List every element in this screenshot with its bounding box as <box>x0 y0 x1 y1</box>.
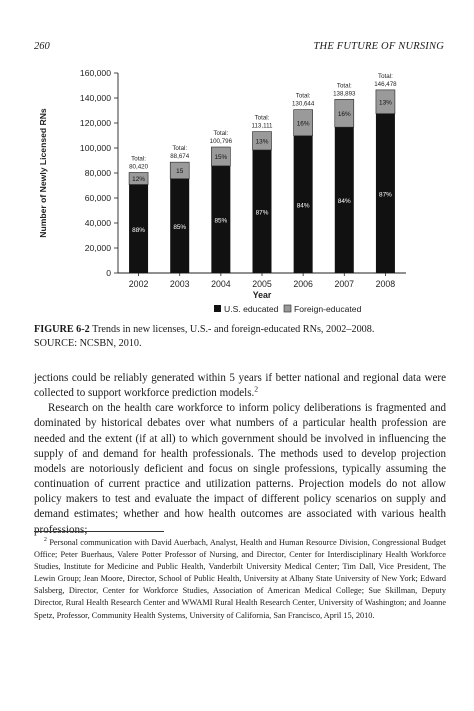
us-percent-label: 85% <box>173 223 187 231</box>
legend-swatch-us-educated <box>214 305 221 312</box>
total-value-label: 138,893 <box>333 90 356 98</box>
us-percent-label: 84% <box>337 198 351 206</box>
y-tick-label: 100,000 <box>79 143 111 153</box>
total-value-label: 113,111 <box>251 122 273 130</box>
legend-label-us-educated: U.S. educated <box>224 304 279 314</box>
foreign-percent-label: 13% <box>379 99 392 107</box>
y-tick-label: 20,000 <box>84 243 111 253</box>
us-percent-label: 87% <box>379 191 392 199</box>
paragraph-2: Research on the health care workforce to inform policy deliberations is fragmented and dominated by historical debates over what numbers of a particular health profession are needed and the extent (if at all) to which government should be involved in influencing the supply of and demand for health professionals. The methods used to develop projection models are notoriously deficient and focus on single professions, typically assuming the continuation of current practice and utilization patterns. Projection models do not allow policy makers to test and evaluate the impact of different policy scenarios on supply and demand estimates; whether and how health outcomes are associated with various health professions; <box>34 402 446 536</box>
page-header <box>34 41 444 55</box>
paragraph-1-text: jections could be reliably generated within 5 years if better national and regional data were collected to support workforce prediction models. <box>34 372 446 400</box>
foreign-percent-label: 16% <box>337 110 351 118</box>
x-tick-label: 2003 <box>169 279 190 289</box>
x-tick-label: 2004 <box>211 279 231 289</box>
total-value-label: 80,420 <box>129 163 149 171</box>
total-value-label: 130,644 <box>291 100 315 108</box>
footnote-rule <box>34 531 164 532</box>
total-prefix-label: Total: <box>172 145 188 153</box>
us-percent-label: 85% <box>214 217 228 225</box>
y-tick-label: 40,000 <box>84 218 111 228</box>
x-tick-label: 2008 <box>375 279 396 289</box>
y-tick-label: 120,000 <box>79 118 111 128</box>
total-prefix-label: Total: <box>131 155 146 163</box>
total-prefix-label: Total: <box>213 130 229 138</box>
figure-label: FIGURE 6-2 <box>34 324 90 335</box>
y-tick-label: 140,000 <box>79 93 111 103</box>
foreign-percent-label: 15 <box>176 167 184 175</box>
x-tick-label: 2007 <box>334 279 355 289</box>
figure-caption-text: Trends in new licenses, U.S.- and foreign-educated RNs, 2002–2008. <box>92 324 375 335</box>
footnote <box>34 537 446 622</box>
us-percent-label: 84% <box>296 202 310 210</box>
figure-caption <box>34 323 446 351</box>
total-value-label: 146,478 <box>374 80 397 88</box>
paragraph-1 <box>34 371 446 401</box>
footnote-number: 2 <box>44 537 47 544</box>
x-tick-label: 2006 <box>293 279 313 289</box>
footnote-text: Personal communication with David Auerbach, Analyst, Health and Human Resource Division, Congressional Budget Office; Peter Buerhaus, Valere Potter Professor of Nursing, and Director, Center for Interdisciplinary Health Workforce Studies, Institute for Medicine and Public Health, Vanderbilt University Medical Center; Tim Dall, Vice President, The Lewin Group; Jean Moore, Director, School of Public Health, University at Albany State University of New York; Edward Salsberg, Director, Center for Workforce Studies, Association of American Medical College; Sue Skillman, Deputy Director, Rural Health Research Center and WWAMI Rural Health Research Center, University of Washington; and Joanne Spetz, Professor, Community Health Systems, University of California, San Francisco, April 15, 2010. <box>34 538 446 620</box>
stacked-bar-chart <box>34 62 444 324</box>
running-title: THE FUTURE OF NURSING <box>313 41 444 52</box>
total-prefix-label: Total: <box>336 82 352 90</box>
total-prefix-label: Total: <box>254 114 270 122</box>
foreign-percent-label: 16% <box>296 120 310 128</box>
body-text <box>34 371 446 538</box>
y-tick-label: 0 <box>106 268 111 278</box>
foreign-percent-label: 13% <box>255 138 269 146</box>
total-prefix-label: Total: <box>378 72 393 80</box>
figure-source: SOURCE: NCSBN, 2010. <box>34 338 142 349</box>
page-number: 260 <box>34 41 50 52</box>
y-axis-label: Number of Newly Licensed RNs <box>38 108 48 238</box>
y-tick-label: 60,000 <box>84 193 111 203</box>
total-value-label: 100,796 <box>209 138 233 146</box>
legend-label-foreign-educated: Foreign-educated <box>294 304 362 314</box>
total-prefix-label: Total: <box>295 92 311 100</box>
x-tick-label: 2005 <box>252 279 272 289</box>
x-axis-label: Year <box>252 290 272 300</box>
footnote-ref[interactable]: 2 <box>254 384 259 394</box>
us-percent-label: 88% <box>132 226 145 234</box>
total-value-label: 88,674 <box>170 153 190 161</box>
foreign-percent-label: 12% <box>132 176 145 184</box>
y-tick-label: 160,000 <box>79 68 111 78</box>
y-tick-label: 80,000 <box>84 168 111 178</box>
foreign-percent-label: 15% <box>214 153 228 161</box>
us-percent-label: 87% <box>255 209 269 217</box>
x-tick-label: 2002 <box>128 279 149 289</box>
legend-swatch-foreign-educated <box>284 305 291 312</box>
